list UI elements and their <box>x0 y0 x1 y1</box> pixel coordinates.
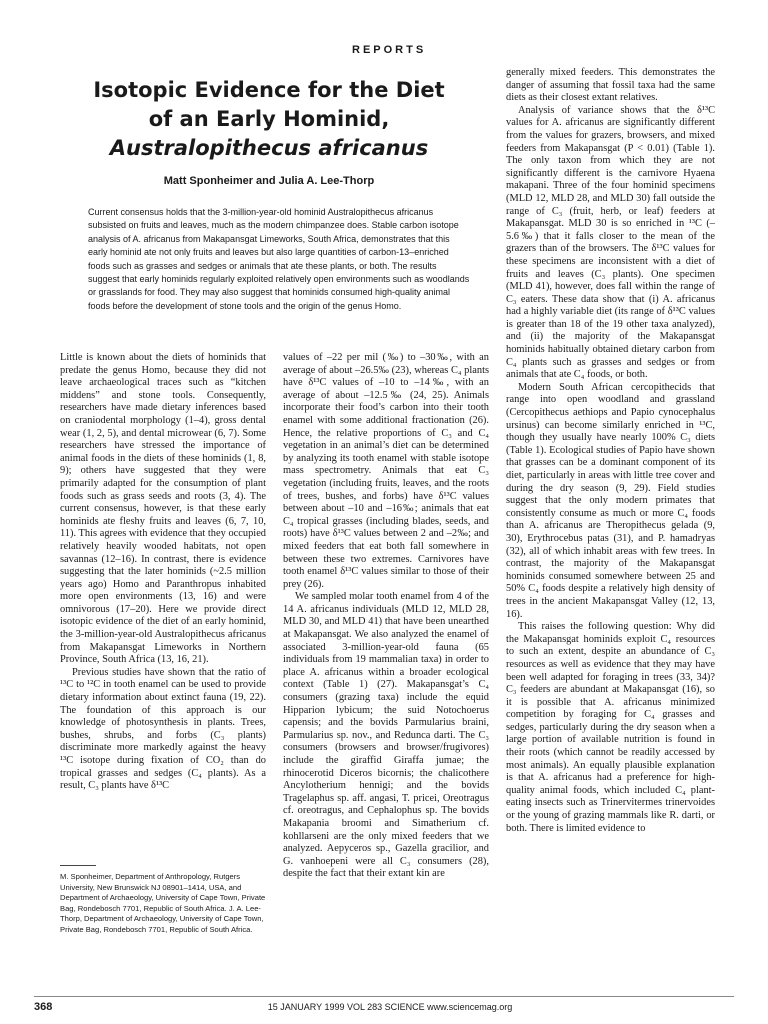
body-paragraph: Previous studies have shown that the ratio of ¹³C to ¹²C in tooth enamel can be used to provide dietary information about extinct fauna (19, 22). The foundation of this approach is our knowledge of photosynthesis in plants. Trees, bushes, shrubs, and forbs (C₃ plants) discriminate more markedly against the heavy ¹³C isotope during fixation of CO₂ than do tropical grasses and sedges (C₄ plants). As a result, C₃ plants have δ¹³C <box>60 666 266 792</box>
body-column-1 <box>60 352 266 860</box>
footnote-divider <box>60 865 96 866</box>
title-line-2: of an Early Hominid, <box>148 107 390 131</box>
body-paragraph: We sampled molar tooth enamel from 4 of the 14 A. africanus individuals (MLD 12, MLD 28, MLD 30, and MLD 41) that have been unearthed at Makapansgat. We also analyzed the enamel of associated 3-million-year-old fauna (65 individuals from 19 mammalian taxa) in order to place A. africanus within a broader ecological context (Table 1) (27). Makapansgat’s C₄ consumers (grazing taxa) include the equid Hipparion lybicum; the suid Notochoerus capensis; and the bovids Parmularius braini, Parmularius sp. nov., and Redunca darti. The C₃ consumers (browsers and browser/frugivores) include the giraffid Giraffa jumae; the rhinocerotid Diceros bicornis; the chalicothere Ancylotherium hennigi; and the bovids Tragelaphus sp. aff. angasi, T. pricei, Oreotragus cf. oreotragus, and Cephalophus sp. The bovids Makapania broomi and Simatherium cf. kohllarseni are the only mixed feeders that we analyzed. Aepyceros sp., Gazella gracilior, and G. vanhoepeni were all C₃ consumers (28), despite the fact that their extant kin are <box>283 591 489 880</box>
body-paragraph: Analysis of variance shows that the δ¹³C values for A. africanus are significantly different from the values for grazers, browsers, and mixed feeders from Makapansgat (P < 0.01) (Table 1). The only taxon from which they are not significantly different is the carnivore Hyaena makapani. Three of the four hominid specimens (MLD 12, MLD 28, and MLD 30) fall outside the range of C₃ (fruit, herb, or leaf) feeders at Makapansgat. MLD 30 is so enriched in ¹³C (–5.6‰) that it falls closer to the mean of the grazers than of the browsers. The δ¹³C values for these specimens are inconsistent with a diet of fruits and leaves (C₃ plants). One specimen (MLD 41), however, does fall within the range of C₃ eaters. These data show that (i) A. africanus had a highly variable diet (its range of δ¹³C values is greater than 18 of the 19 other taxa analyzed), and (ii) the majority of the Makapansgat hominids habitually obtained dietary carbon from C₄ plants such as grasses and sedges or from animals that ate C₄ foods, or both. <box>506 104 715 381</box>
issue-line: 15 JANUARY 1999 VOL 283 SCIENCE www.sciencemag.org <box>267 1002 513 1012</box>
title-line-1: Isotopic Evidence for the Diet <box>93 78 445 102</box>
author-affiliations <box>60 872 270 935</box>
body-paragraph: Modern South African cercopithecids that range into open woodland and grassland (Cercopithecus aethiops and Papio cynocephalus ursinus) can become similarly enriched in ¹³C, though they usually have nearly 100% C₃ diets (Table 1). Ecological studies of Papio have shown that grasses can be a dominant component of its diet, particularly in areas with little tree cover and during the dry season (9, 29). Field studies suggest that the only modern primates that consistently consume as much or more C₄ foods than A. africanus are Theropithecus gelada (9, 30), Erythrocebus patas (31), and P. hamadryas (32), all of which inhabit areas with few trees. In contrast, the majority of the Makapansgat hominids consumed somewhere between 25 and 50% C₄ foods despite a relatively high density of trees in the ancient Makapansgat Valley (12, 13, 16). <box>506 381 715 620</box>
footer-divider <box>34 996 734 997</box>
abstract-text: Current consensus holds that the 3-million-year-old hominid Australopithecus africanus subsisted on fruits and leaves, much as the modern chimpanzee does. Stable carbon isotope analysis of A. africanus from Makapansgat Limeworks, South Africa, demonstrates that this early hominid ate not only fruits and leaves but also large quantities of carbon-13–enriched foods such as grasses and sedges or animals that ate these plants, or both. The results suggest that early hominids regularly exploited relatively open environments such as woodlands or grasslands for food. They may also suggest that hominids consumed high-quality animal foods before the development of stone tools and the origin of the genus Homo. <box>88 207 470 311</box>
section-label: REPORTS <box>352 44 427 56</box>
abstract <box>88 206 470 313</box>
body-paragraph: Little is known about the diets of hominids that predate the genus Homo, because they did not leave archaeological traces such as “kitchen middens” and stone tools. Consequently, researchers have made dietary inferences based on craniodental morphology (1–4), gross dental wear (1, 2, 5), and dental microwear (6, 7). Some researchers have stressed the importance of animal foods in the diets of these hominids (1, 8, 9); others have suggested that they were primarily adapted for the consumption of plant foods such as grass seeds and roots (3, 4). The current consensus, however, is that these early hominids ate fleshy fruits and leaves (6, 7, 10, 11). This agrees with evidence that they occupied relatively heavily wooded habitats, not open savannas (12–16). In contrast, there is evidence suggesting that the later hominids (~2.5 million years ago) Homo and Paranthropus inhabited more open environments (13, 16) and were omnivorous (17–20). Here we provide direct isotopic evidence of the diet of an early hominid, the 3-million-year-old Australopithecus africanus from Makapansgat Limeworks in Northern Province, South Africa (13, 16, 21). <box>60 352 266 666</box>
footnote-text: M. Sponheimer, Department of Anthropology, Rutgers University, New Brunswick NJ 08901–1414, USA, and Department of Archaeology, University of Cape Town, Private Bag, Rondebosch 7701, Republic of South Africa. J. A. Lee-Thorp, Department of Archaeology, University of Cape Town, Private Bag, Rondebosch 7701, Republic of South Africa. <box>60 872 266 934</box>
page-number: 368 <box>34 1001 53 1013</box>
body-paragraph: values of –22 per mil (‰) to –30‰, with an average of about –26.5‰ (23), whereas C₄ plants have δ¹³C values of –10 to –14‰, with an average of about –12.5‰ (24, 25). Animals incorporate their food’s carbon into their tooth enamel with some additional fractionation (26). Hence, the relative proportions of C₃ and C₄ vegetation in an animal’s diet can be determined by analyzing its tooth enamel with stable isotope mass spectrometry. Animals that eat C₃ vegetation (including fruits, leaves, and the roots of trees, bushes, and forbs) have δ¹³C values between about –10 and –16‰; animals that eat C₄ tropical grasses (including blades, seeds, and roots) have δ¹³C values between 2 and –2‰; and mixed feeders that eat both fall somewhere in between these two extremes. Carnivores have tooth enamel δ¹³C values similar to those of their prey (26). <box>283 352 489 590</box>
body-column-2 <box>283 352 489 976</box>
title-line-3: Australopithecus africanus <box>109 136 429 160</box>
authors: Matt Sponheimer and Julia A. Lee-Thorp <box>163 175 375 187</box>
body-paragraph: This raises the following question: Why did the Makapansgat hominids exploit C₄ resources to such an extent, despite an abundance of C₃ resources as well as evidence that they may have been well adapted for foraging in trees (33, 34)? C₃ feeders are abundant at Makapansgat (16), so it is possible that A. africanus minimized competition by foraging for C₄ grasses and sedges, particularly during the dry season when a large portion of available nutrition is found in their roots (which cannot be readily accessed by most animals). An equally plausible explanation is that A. africanus had a preference for high-quality animal foods, which included C₄ plant-eating insects such as Trinervitermes trinervoides or the young of grazing mammals like R. darti, or both. There is limited evidence to <box>506 621 715 834</box>
article-title <box>60 76 478 163</box>
body-column-3 <box>506 67 715 977</box>
body-paragraph: generally mixed feeders. This demonstrates the danger of assuming that fossil taxa had the same diets as their closest extant relatives. <box>506 67 715 104</box>
